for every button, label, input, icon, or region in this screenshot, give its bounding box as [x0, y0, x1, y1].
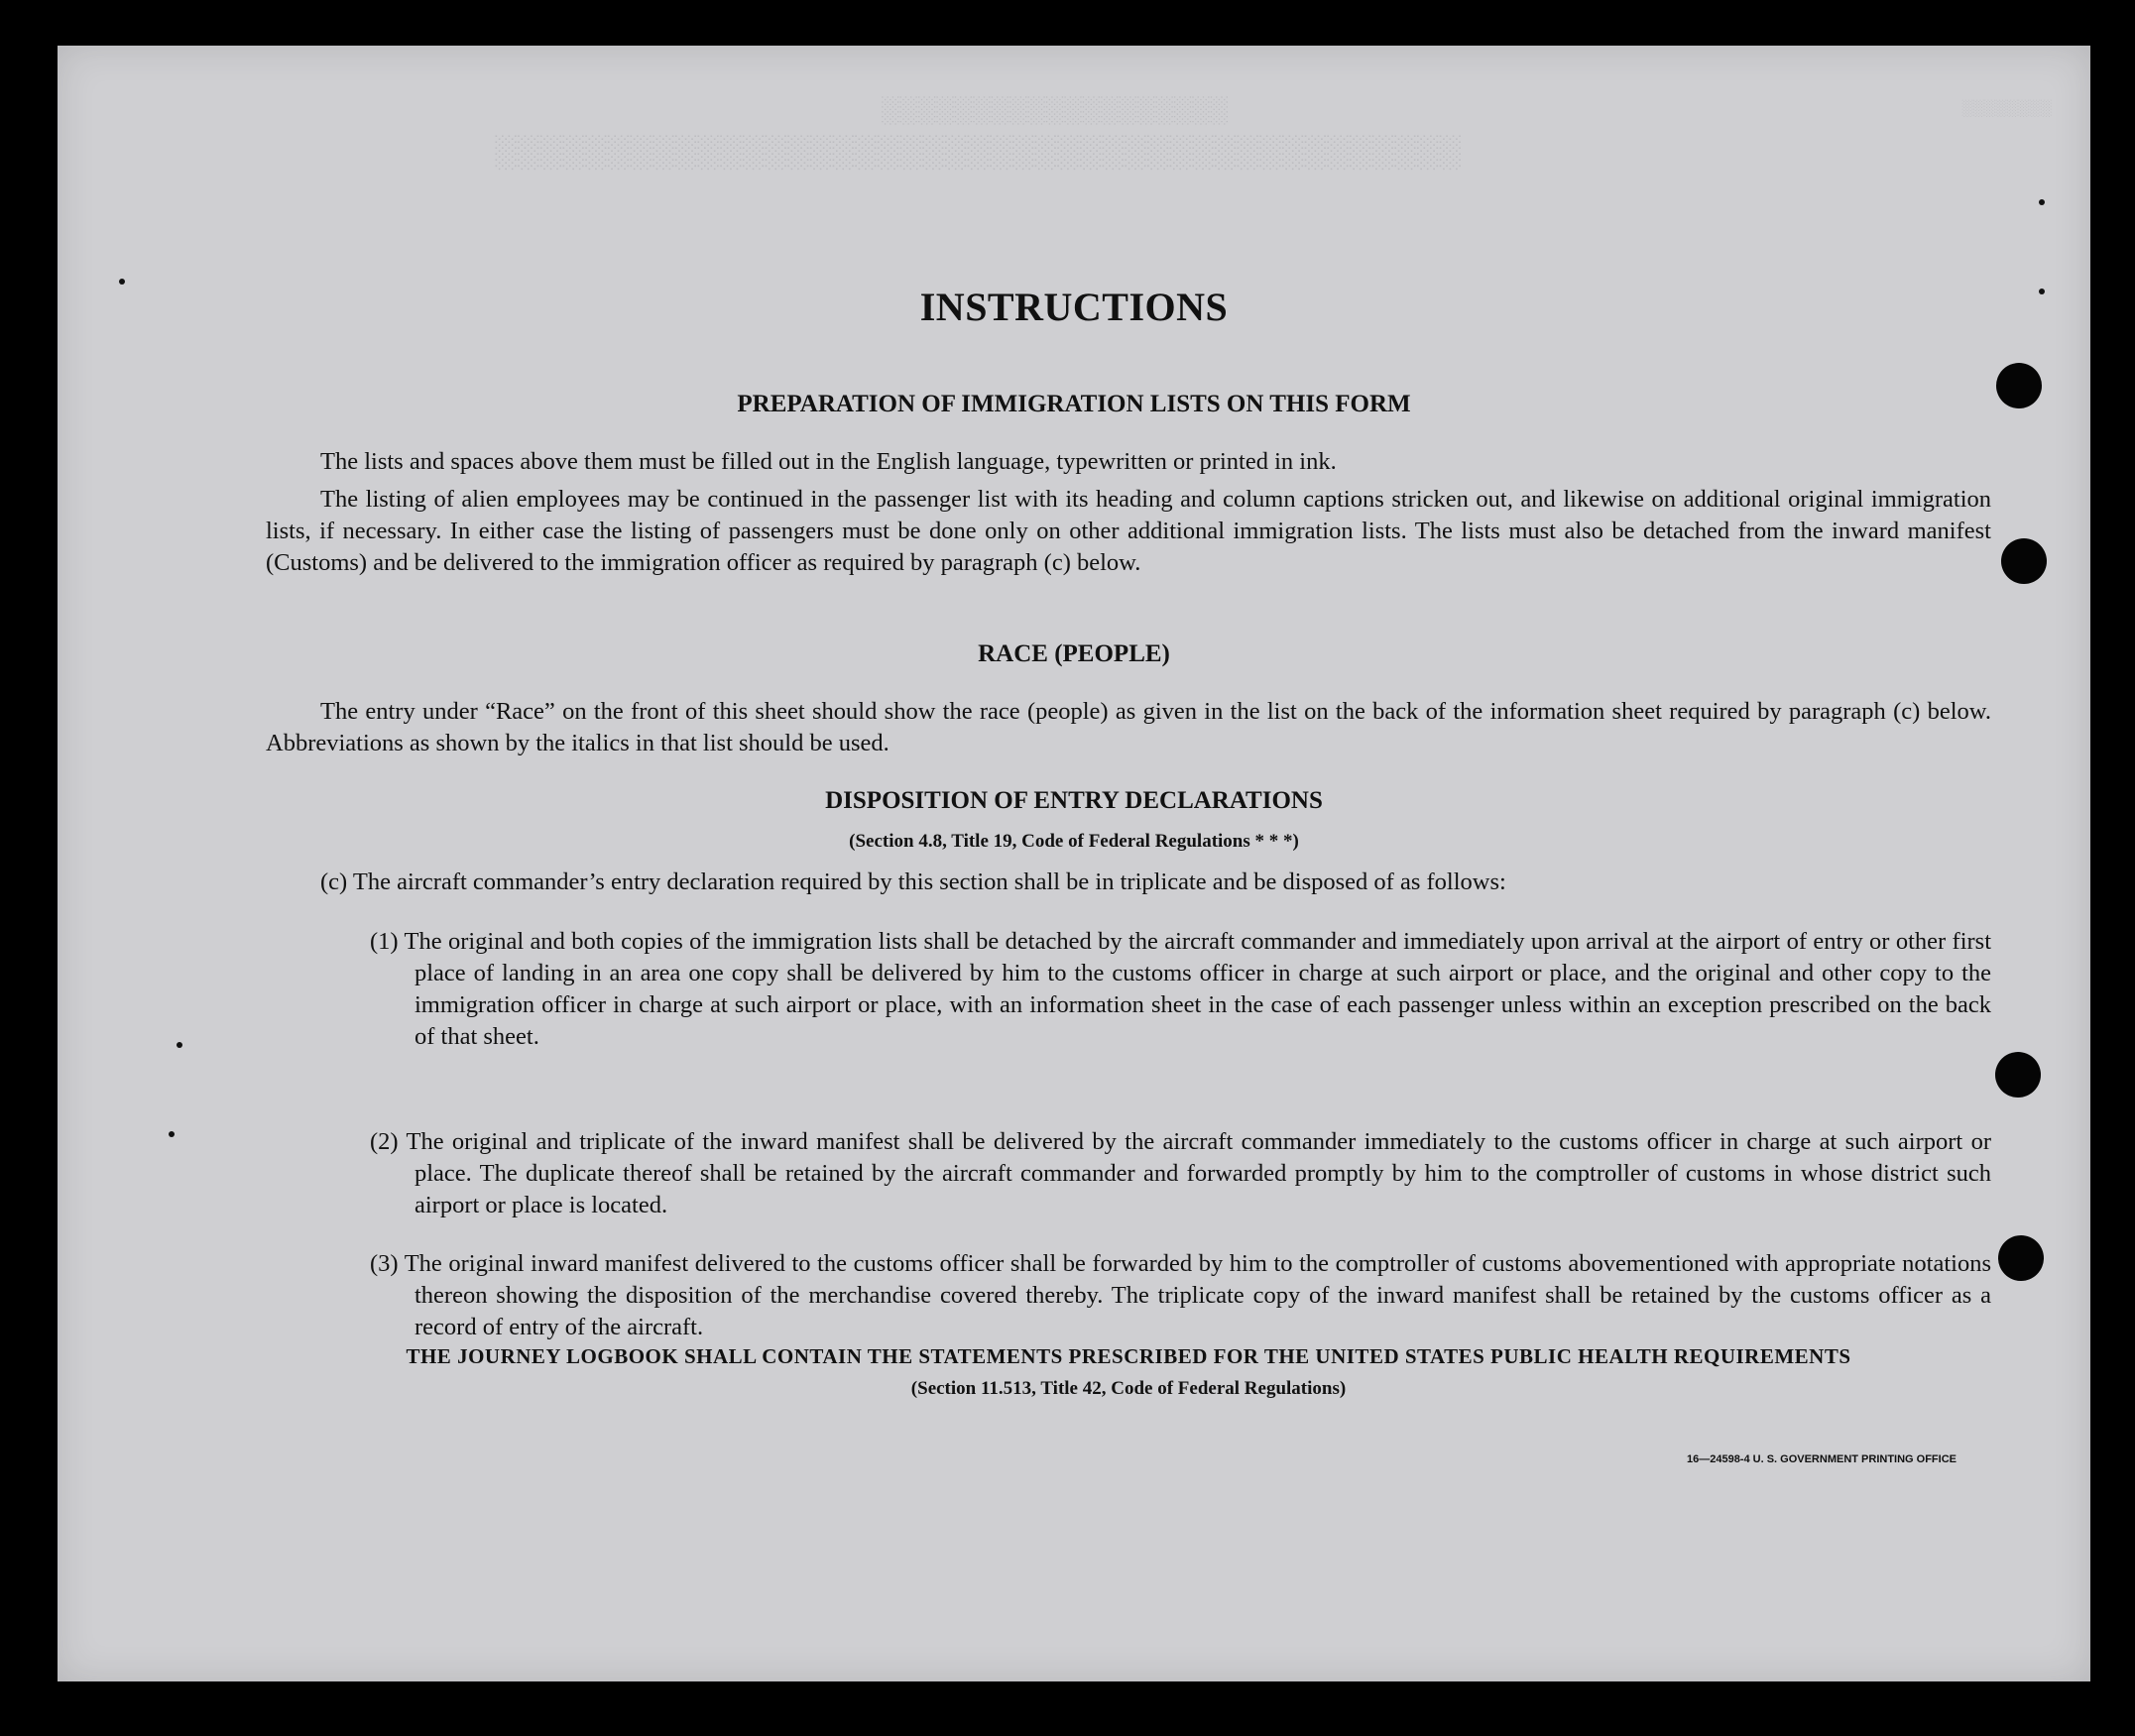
printer-imprint: 16—24598-4 U. S. GOVERNMENT PRINTING OFFICE — [1686, 1453, 1957, 1465]
disposition-item-2: (2) The original and triplicate of the inward manifest shall be delivered by the aircraft commander immediately to the customs officer in charge at such airport or place. The duplicate thereof shall be retained by the aircraft commander and forwarded promptly by him to the comptroller of customs in whose district such airport or place is located. — [370, 1128, 1991, 1218]
punch-hole — [1998, 1235, 2044, 1281]
speck — [169, 1131, 175, 1137]
disposition-citation: (Section 4.8, Title 19, Code of Federal Regulations * * *) — [849, 831, 1299, 852]
disposition-heading: DISPOSITION OF ENTRY DECLARATIONS — [825, 787, 1323, 814]
bleed-through-text: ░░░░░░░░░░░░░░░░░░░░░░░░░░░░░░░░░░░░░░░░░░░ — [494, 133, 1461, 169]
disposition-intro: (c) The aircraft commander’s entry declaration required by this section shall be in triplicate and be disposed of as follows: — [320, 868, 1506, 895]
bleed-through-text: ░░░░░░░░ — [1961, 100, 2052, 117]
race-section — [266, 696, 1991, 759]
document-page — [58, 46, 2090, 1681]
preparation-paragraph-2: The listing of alien employees may be continued in the passenger list with its heading and column captions stricken out, and likewise on additional original immigration lists, if necessary. In either case the listing of passengers must be done only on other additional immigration lists. The lists must also be detached from the inward manifest (Customs) and be delivered to the immigration officer as required by paragraph (c) below. — [266, 486, 1991, 576]
preparation-heading: PREPARATION OF IMMIGRATION LISTS ON THIS FORM — [737, 391, 1411, 417]
footer-citation: (Section 11.513, Title 42, Code of Federal Regulations) — [910, 1378, 1347, 1399]
footer-statement: THE JOURNEY LOGBOOK SHALL CONTAIN THE STATEMENTS PRESCRIBED FOR THE UNITED STATES PUBLIC HEALTH REQUIREMENTS — [406, 1344, 1851, 1368]
speck — [2039, 199, 2045, 205]
race-paragraph: The entry under “Race” on the front of this sheet should show the race (people) as given in the list on the back of the information sheet required by paragraph (c) below. Abbreviations as shown by the italics in that list should be used. — [266, 698, 1991, 756]
punch-hole — [2001, 538, 2047, 584]
page-title: INSTRUCTIONS — [919, 285, 1229, 329]
bleed-through-text: ░░░░░░░░░░░░░░░░░░░ — [881, 95, 1228, 124]
disposition-item-1: (1) The original and both copies of the immigration lists shall be detached by the aircraft commander and immediately upon arrival at the airport of entry or other first place of landing in an area one copy shall be delivered by him to the customs officer in charge at such airport or place, and the original and other copy to the immigration officer in charge at such airport or place, with an information sheet in the case of each passenger unless within an exception prescribed on the back of that sheet. — [370, 928, 1991, 1050]
punch-hole — [1995, 1052, 2041, 1098]
disposition-item-3: (3) The original inward manifest delivered to the customs officer shall be forwarded by him to the comptroller of customs abovementioned with appropriate notations thereon showing the disposition of the merchandise covered thereby. The triplicate copy of the inward manifest shall be retained by the customs officer as a record of entry of the aircraft. — [370, 1250, 1991, 1340]
race-heading: RACE (PEOPLE) — [978, 640, 1170, 667]
speck — [177, 1042, 182, 1048]
preparation-paragraph-1: The lists and spaces above them must be filled out in the English language, typewritten or printed in ink. — [320, 448, 1337, 475]
